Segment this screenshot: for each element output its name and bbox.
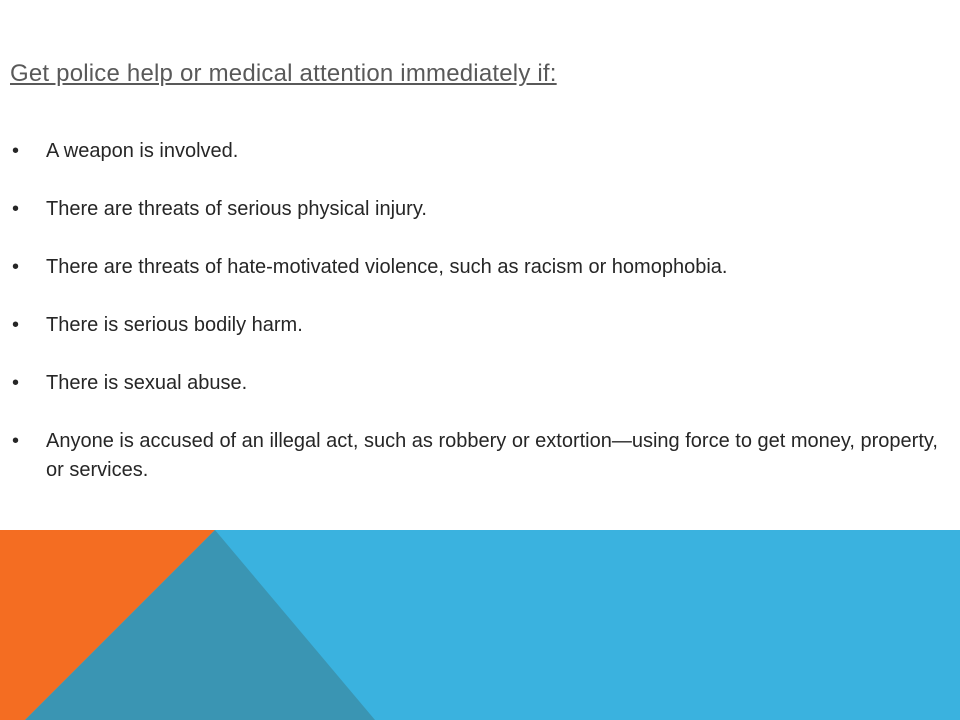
list-item [10, 311, 940, 340]
bullet-icon: • [12, 430, 20, 452]
bullet-text: Anyone is accused of an illegal act, such as robbery or extortion—using force to get money, property, or services. [46, 430, 938, 481]
bullet-text: A weapon is involved. [46, 140, 239, 162]
list-item [10, 369, 940, 398]
bullet-icon: • [12, 256, 20, 278]
bullet-icon: • [12, 198, 20, 220]
decorative-footer-band [0, 530, 960, 720]
list-item [10, 253, 940, 282]
bullet-text: There are threats of hate-motivated violence, such as racism or homophobia. [46, 256, 728, 278]
list-item [10, 137, 940, 166]
bullet-icon: • [12, 314, 20, 336]
list-item [10, 195, 940, 224]
bullet-list [10, 137, 940, 485]
bullet-text: There is sexual abuse. [46, 372, 248, 394]
bullet-text: There is serious bodily harm. [46, 314, 303, 336]
bullet-icon: • [12, 372, 20, 394]
slide-heading: Get police help or medical attention immediately if: [10, 60, 557, 87]
bullet-text: There are threats of serious physical injury. [46, 198, 427, 220]
list-item [10, 427, 940, 485]
footer-shapes [0, 530, 960, 720]
bullet-icon: • [12, 140, 20, 162]
